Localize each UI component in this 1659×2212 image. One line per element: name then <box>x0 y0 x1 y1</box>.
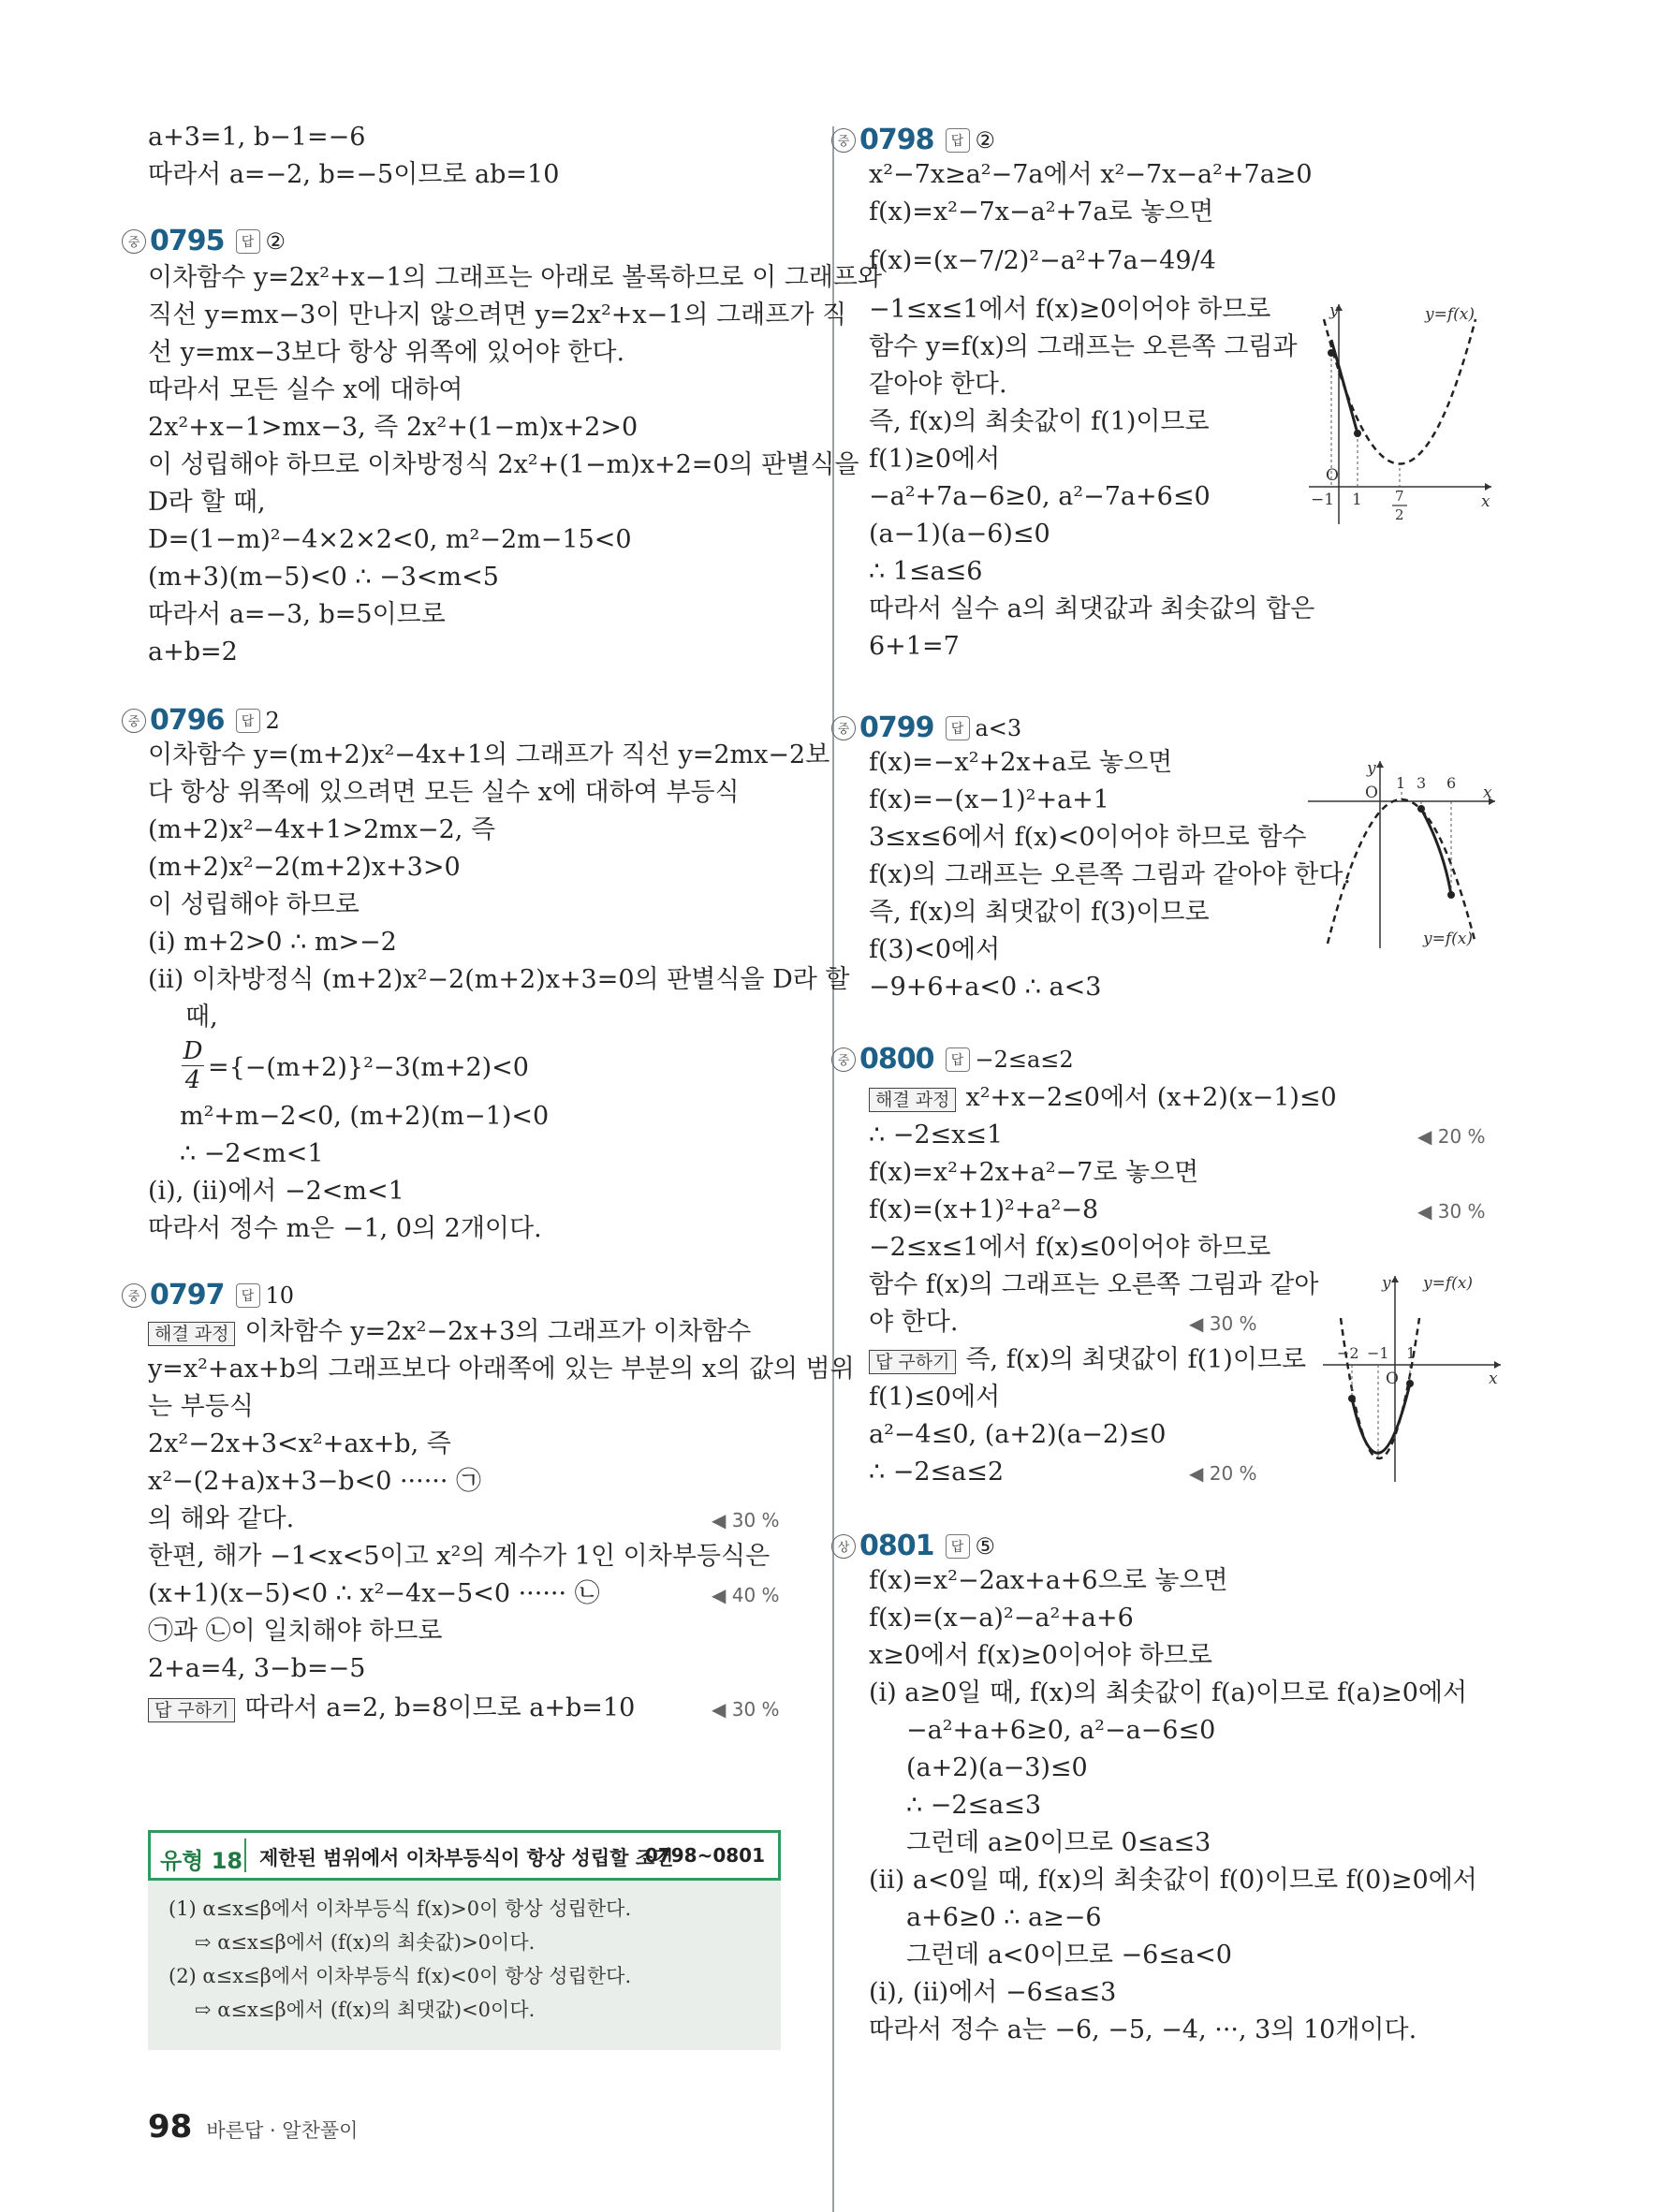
fraction-d-over-4 <box>182 1037 204 1094</box>
text-line: f(x)=(x−a)²−a²+a+6 <box>869 1604 1134 1633</box>
graph-origin: O <box>1365 784 1378 802</box>
text-line <box>869 1344 1306 1376</box>
box-line: (1) α≤x≤β에서 이차부등식 f(x)>0이 항상 성립한다. <box>169 1897 632 1920</box>
question-number: 0798 <box>859 124 934 156</box>
fraction-numerator: D <box>183 1037 203 1065</box>
text-line <box>869 1082 1337 1114</box>
level-badge: 중 <box>122 709 146 733</box>
question-header-0799 <box>831 711 1021 744</box>
graph-curve-label: y=f(x) <box>1425 305 1475 324</box>
level-badge: 중 <box>831 1047 856 1072</box>
text-line: (ⅰ), (ⅱ)에서 −6≤a≤3 <box>869 1978 1117 2007</box>
text-span: 이차함수 y=2x²−2x+3의 그래프가 이차함수 <box>244 1317 752 1346</box>
book-title: 바른답 · 알찬풀이 <box>206 2119 359 2142</box>
text-line: 함수 f(x)의 그래프는 오른쪽 그림과 같아 <box>869 1270 1319 1299</box>
text-line: 2x²+x−1>mx−3, 즉 2x²+(1−m)x+2>0 <box>148 413 639 442</box>
text-line: (ⅰ) m+2>0 ∴ m>−2 <box>148 928 397 957</box>
answer-icon: 답 <box>946 128 970 153</box>
text-line: 따라서 정수 a는 −6, −5, −4, ···, 3의 10개이다. <box>869 2015 1417 2044</box>
text-line: (a+2)(a−3)≤0 <box>906 1753 1088 1782</box>
type-label: 유형 18 <box>160 1848 243 1874</box>
text-line: f(x)의 그래프는 오른쪽 그림과 같아야 한다. <box>869 860 1352 889</box>
question-header-0797 <box>122 1279 294 1311</box>
box-line: ⇨ α≤x≤β에서 (f(x)의 최댓값)<0이다. <box>195 1999 536 2021</box>
question-header-0796 <box>122 704 280 737</box>
text-line: 이차함수 y=2x²+x−1의 그래프는 아래로 볼록하므로 이 그래프와 <box>148 263 883 292</box>
graph-curve-label: y=f(x) <box>1423 1274 1473 1293</box>
answer-value: 10 <box>265 1282 295 1309</box>
text-line: f(1)≥0에서 <box>869 445 1001 474</box>
text-line: f(x)=(x−7/2)²−a²+7a−49/4 <box>869 246 1216 275</box>
question-header-0795 <box>122 225 286 257</box>
graph-x-axis-label: x <box>1489 1370 1498 1388</box>
type-range: 0798~0801 <box>644 1844 765 1867</box>
tag-solution-process: 해결 과정 <box>148 1322 235 1346</box>
graph-y-axis-label: y <box>1382 1274 1391 1293</box>
text-line: 그런데 a<0이므로 −6≤a<0 <box>906 1941 1232 1970</box>
text-line: x≥0에서 f(x)≥0이어야 하므로 <box>869 1641 1212 1670</box>
text-line: 2+a=4, 3−b=−5 <box>148 1654 366 1683</box>
text-line: 6+1=7 <box>869 632 960 661</box>
text-line: ∴ −2≤a≤2 <box>869 1458 1005 1487</box>
graph-tick-label: −1 <box>1311 491 1335 509</box>
text-line: D라 할 때, <box>148 488 266 517</box>
text-line: 그런데 a≥0이므로 0≤a≤3 <box>906 1828 1211 1857</box>
text-line: f(x)=x²−7x−a²+7a로 놓으면 <box>869 198 1214 227</box>
box-line: (2) α≤x≤β에서 이차부등식 f(x)<0이 항상 성립한다. <box>169 1965 632 1987</box>
graph-tick-label: 3 <box>1417 774 1427 792</box>
text-line: 때, <box>185 1003 218 1032</box>
question-number: 0795 <box>150 225 225 257</box>
graph-curve-label: y=f(x) <box>1423 930 1473 948</box>
text-line: ∴ −2<m<1 <box>180 1139 324 1168</box>
text-line: 의 해와 같다. <box>148 1504 295 1533</box>
text-line: 는 부등식 <box>148 1392 254 1421</box>
text-line: 따라서 정수 m은 −1, 0의 2개이다. <box>148 1214 542 1243</box>
text-line: 3≤x≤6에서 f(x)<0이어야 하므로 함수 <box>869 823 1307 852</box>
graph-origin: O <box>1326 466 1339 485</box>
page-footer <box>148 2108 358 2146</box>
text-line: 따라서 모든 실수 x에 대하여 <box>148 375 463 404</box>
answer-icon: 답 <box>946 1047 970 1072</box>
graph-y-axis-label: y <box>1367 759 1376 778</box>
column-divider <box>832 126 834 2212</box>
text-line: f(x)=x²−2ax+a+6으로 놓으면 <box>869 1566 1228 1595</box>
answer-value: ② <box>265 227 286 255</box>
answer-icon: 답 <box>236 1283 260 1308</box>
type-separator <box>244 1838 246 1872</box>
tag-find-answer: 답 구하기 <box>869 1350 956 1374</box>
graph-y-axis-label: y <box>1329 301 1339 320</box>
text-line: a+6≥0 ∴ a≥−6 <box>906 1903 1102 1932</box>
score-percent: ◀ 20 % <box>1417 1125 1486 1148</box>
level-badge: 중 <box>831 716 856 740</box>
answer-icon: 답 <box>236 229 260 254</box>
score-percent: ◀ 30 % <box>712 1509 780 1531</box>
text-line: (m+2)x²−4x+1>2mx−2, 즉 <box>148 815 496 844</box>
question-header-0798 <box>831 124 995 156</box>
text-line: ㉠과 ㉡이 일치해야 하므로 <box>148 1617 443 1646</box>
type-box <box>148 1830 781 2050</box>
score-percent: ◀ 30 % <box>1189 1312 1257 1335</box>
fraction-denominator: 4 <box>184 1066 201 1094</box>
text-line: −a²+a+6≥0, a²−a−6≤0 <box>906 1716 1216 1745</box>
answer-value: ⑤ <box>975 1532 996 1560</box>
text-line: 즉, f(x)의 최댓값이 f(3)이므로 <box>869 898 1210 927</box>
level-badge: 중 <box>831 128 856 153</box>
text-line: ∴ 1≤a≤6 <box>869 557 983 586</box>
graph-x-axis-label: x <box>1481 492 1490 511</box>
text-line: (m+2)x²−2(m+2)x+3>0 <box>148 853 461 882</box>
graph-tick-label: −1 <box>1367 1344 1389 1362</box>
graph-0798 <box>1299 295 1496 529</box>
graph-tick-label: 7 <box>1395 488 1404 505</box>
text-line: a+b=2 <box>148 637 238 667</box>
text-line: f(x)=x²+2x+a²−7로 놓으면 <box>869 1158 1199 1187</box>
text-line: x²−7x≥a²−7a에서 x²−7x−a²+7a≥0 <box>869 160 1313 189</box>
text-line: ∴ −2≤x≤1 <box>869 1121 1004 1150</box>
text-line: 야 한다. <box>869 1308 959 1337</box>
level-badge: 중 <box>122 1283 146 1308</box>
text-line: 따라서 a=−3, b=5이므로 <box>148 600 446 629</box>
type-title: 제한된 범위에서 이차부등식이 항상 성립할 조건 <box>259 1847 674 1869</box>
text-line: 이차함수 y=(m+2)x²−4x+1의 그래프가 직선 y=2mx−2보 <box>148 740 830 769</box>
text-line: 같아야 한다. <box>869 370 1007 399</box>
graph-origin: O <box>1386 1370 1399 1388</box>
graph-x-axis-label: x <box>1483 784 1492 802</box>
text-line: f(x)=−(x−1)²+a+1 <box>869 785 1109 814</box>
score-percent: ◀ 40 % <box>712 1584 780 1606</box>
answer-icon: 답 <box>236 709 260 733</box>
text-line: y=x²+ax+b의 그래프보다 아래쪽에 있는 부분의 x의 값의 범위 <box>148 1355 855 1384</box>
question-number: 0799 <box>859 711 934 744</box>
text-line: 즉, f(x)의 최솟값이 f(1)이므로 <box>869 407 1210 436</box>
text-span: 따라서 a=2, b=8이므로 a+b=10 <box>244 1693 636 1722</box>
text-line: (ⅱ) a<0일 때, f(x)의 최솟값이 f(0)이므로 f(0)≥0에서 <box>869 1866 1477 1895</box>
graph-tick-label: 1 <box>1406 1344 1417 1362</box>
answer-icon: 답 <box>946 716 970 740</box>
text-line: f(x)=(x+1)²+a²−8 <box>869 1195 1099 1224</box>
text-line <box>148 1692 635 1724</box>
text-line: (ⅰ), (ⅱ)에서 −2<m<1 <box>148 1177 404 1206</box>
text-line: m²+m−2<0, (m+2)(m−1)<0 <box>180 1102 550 1131</box>
level-badge: 중 <box>122 229 146 254</box>
level-badge: 상 <box>831 1534 856 1559</box>
page-number: 98 <box>148 2108 193 2146</box>
text-line: 다 항상 위쪽에 있으려면 모든 실수 x에 대하여 부등식 <box>148 778 740 807</box>
text-line: f(x)=−x²+2x+a로 놓으면 <box>869 748 1173 777</box>
text-line: 함수 y=f(x)의 그래프는 오른쪽 그림과 <box>869 332 1298 361</box>
answer-value: −2≤a≤2 <box>975 1046 1074 1073</box>
score-percent: ◀ 20 % <box>1189 1462 1257 1485</box>
graph-0800 <box>1318 1271 1505 1487</box>
text-line: (ⅰ) a≥0일 때, f(x)의 최솟값이 f(a)이므로 f(a)≥0에서 <box>869 1678 1468 1707</box>
text-line: (m+3)(m−5)<0 ∴ −3<m<5 <box>148 563 499 592</box>
text-line: 선 y=mx−3보다 항상 위쪽에 있어야 한다. <box>148 338 625 367</box>
answer-value: ② <box>975 126 996 154</box>
graph-tick-label: 2 <box>1395 506 1404 523</box>
score-percent: ◀ 30 % <box>1417 1200 1486 1223</box>
text-line: 직선 y=mx−3이 만나지 않으려면 y=2x²+x−1의 그래프가 직 <box>148 300 847 330</box>
text-line: (x+1)(x−5)<0 ∴ x²−4x−5<0 ······ ㉡ <box>148 1579 600 1608</box>
score-percent: ◀ 30 % <box>712 1698 780 1721</box>
text-line: −1≤x≤1에서 f(x)≥0이어야 하므로 <box>869 295 1271 324</box>
answer-value: a<3 <box>975 714 1022 741</box>
question-number: 0797 <box>150 1279 225 1311</box>
text-line: −9+6+a<0 ∴ a<3 <box>869 973 1102 1002</box>
text-line: (ⅱ) 이차방정식 (m+2)x²−2(m+2)x+3=0의 판별식을 D라 할 <box>148 965 850 994</box>
answer-value: 2 <box>265 707 280 734</box>
text-line: x²−(2+a)x+3−b<0 ······ ㉠ <box>148 1467 482 1496</box>
type-box-header <box>148 1830 781 1881</box>
text-line: ={−(m+2)}²−3(m+2)<0 <box>208 1053 529 1082</box>
text-line <box>148 1316 751 1348</box>
text-line: ∴ −2≤a≤3 <box>906 1791 1042 1820</box>
text-span: 즉, f(x)의 최댓값이 f(1)이므로 <box>965 1345 1307 1374</box>
text-line: a+3=1, b−1=−6 <box>148 123 366 152</box>
text-line: 이 성립해야 하므로 이차방정식 2x²+(1−m)x+2=0의 판별식을 <box>148 450 859 479</box>
graph-tick-label: 1 <box>1396 774 1406 792</box>
text-line: a²−4≤0, (a+2)(a−2)≤0 <box>869 1420 1167 1449</box>
graph-tick-label: −2 <box>1337 1344 1359 1362</box>
text-line: (a−1)(a−6)≤0 <box>869 520 1050 549</box>
question-number: 0796 <box>150 704 225 737</box>
graph-tick-label: 6 <box>1446 774 1457 792</box>
text-span: x²+x−2≤0에서 (x+2)(x−1)≤0 <box>965 1083 1337 1112</box>
text-line: f(1)≤0에서 <box>869 1383 1001 1412</box>
question-number: 0801 <box>859 1530 934 1562</box>
text-line: 2x²−2x+3<x²+ax+b, 즉 <box>148 1429 451 1458</box>
text-line: −a²+7a−6≥0, a²−7a+6≤0 <box>869 482 1211 511</box>
text-line: 따라서 a=−2, b=−5이므로 ab=10 <box>148 160 560 189</box>
text-line: 한편, 해가 −1<x<5이고 x²의 계수가 1인 이차부등식은 <box>148 1542 771 1571</box>
box-line: ⇨ α≤x≤β에서 (f(x)의 최솟값)>0이다. <box>195 1931 536 1954</box>
text-line: f(3)<0에서 <box>869 935 1001 964</box>
text-line: 이 성립해야 하므로 <box>148 890 360 919</box>
text-line: 따라서 실수 a의 최댓값과 최솟값의 합은 <box>869 594 1315 623</box>
text-line: −2≤x≤1에서 f(x)≤0이어야 하므로 <box>869 1233 1271 1262</box>
tag-solution-process: 해결 과정 <box>869 1088 956 1112</box>
text-line: D=(1−m)²−4×2×2<0, m²−2m−15<0 <box>148 525 632 554</box>
graph-tick-label: 1 <box>1352 491 1362 509</box>
question-number: 0800 <box>859 1043 934 1076</box>
graph-0799 <box>1303 756 1500 953</box>
tag-find-answer: 답 구하기 <box>148 1698 235 1722</box>
question-header-0801 <box>831 1530 995 1562</box>
answer-icon: 답 <box>946 1534 970 1559</box>
question-header-0800 <box>831 1043 1074 1076</box>
